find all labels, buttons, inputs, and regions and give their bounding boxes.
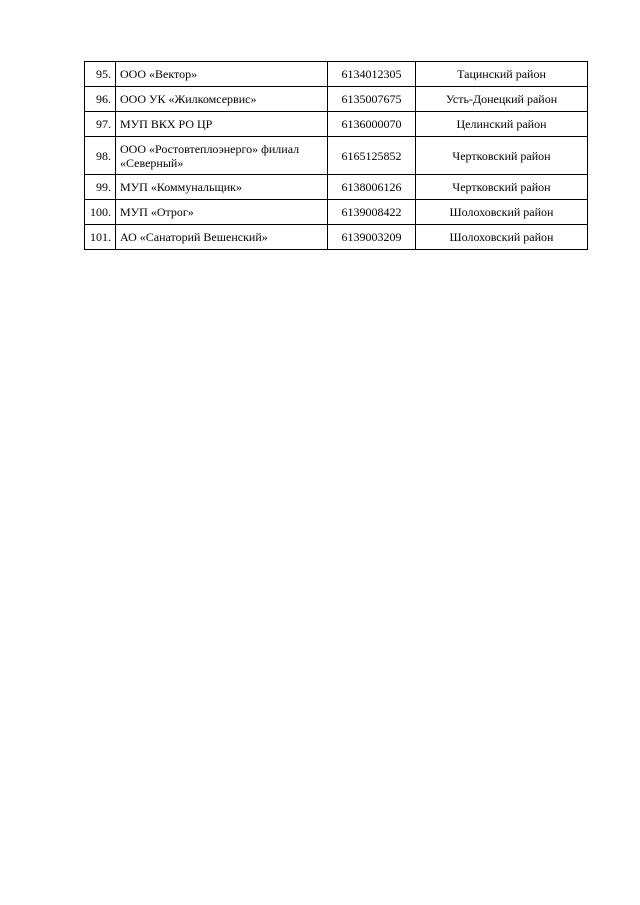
inn-code: 6134012305	[328, 62, 416, 87]
district-name: Шолоховский район	[416, 225, 588, 250]
table-row	[85, 175, 588, 200]
inn-code: 6139008422	[328, 200, 416, 225]
organizations-table	[84, 61, 588, 250]
organization-name: АО «Санаторий Вешенский»	[116, 225, 328, 250]
district-name: Усть-Донецкий район	[416, 87, 588, 112]
row-number: 98.	[85, 137, 116, 175]
table-row	[85, 87, 588, 112]
row-number: 100.	[85, 200, 116, 225]
organization-name: МУП «Отрог»	[116, 200, 328, 225]
inn-code: 6165125852	[328, 137, 416, 175]
table-row	[85, 200, 588, 225]
district-name: Тацинский район	[416, 62, 588, 87]
inn-code: 6139003209	[328, 225, 416, 250]
table-row	[85, 62, 588, 87]
row-number: 96.	[85, 87, 116, 112]
organization-name: МУП «Коммунальщик»	[116, 175, 328, 200]
row-number: 99.	[85, 175, 116, 200]
district-name: Шолоховский район	[416, 200, 588, 225]
organization-name: ООО «Вектор»	[116, 62, 328, 87]
organization-name: ООО «Ростовтеплоэнерго» филиал «Северный»	[116, 137, 328, 175]
district-name: Целинский район	[416, 112, 588, 137]
district-name: Чертковский район	[416, 137, 588, 175]
row-number: 101.	[85, 225, 116, 250]
inn-code: 6136000070	[328, 112, 416, 137]
district-name: Чертковский район	[416, 175, 588, 200]
inn-code: 6138006126	[328, 175, 416, 200]
organization-name: ООО УК «Жилкомсервис»	[116, 87, 328, 112]
organization-name: МУП ВКХ РО ЦР	[116, 112, 328, 137]
table-row	[85, 112, 588, 137]
row-number: 97.	[85, 112, 116, 137]
row-number: 95.	[85, 62, 116, 87]
table-row	[85, 137, 588, 175]
inn-code: 6135007675	[328, 87, 416, 112]
table-row	[85, 225, 588, 250]
